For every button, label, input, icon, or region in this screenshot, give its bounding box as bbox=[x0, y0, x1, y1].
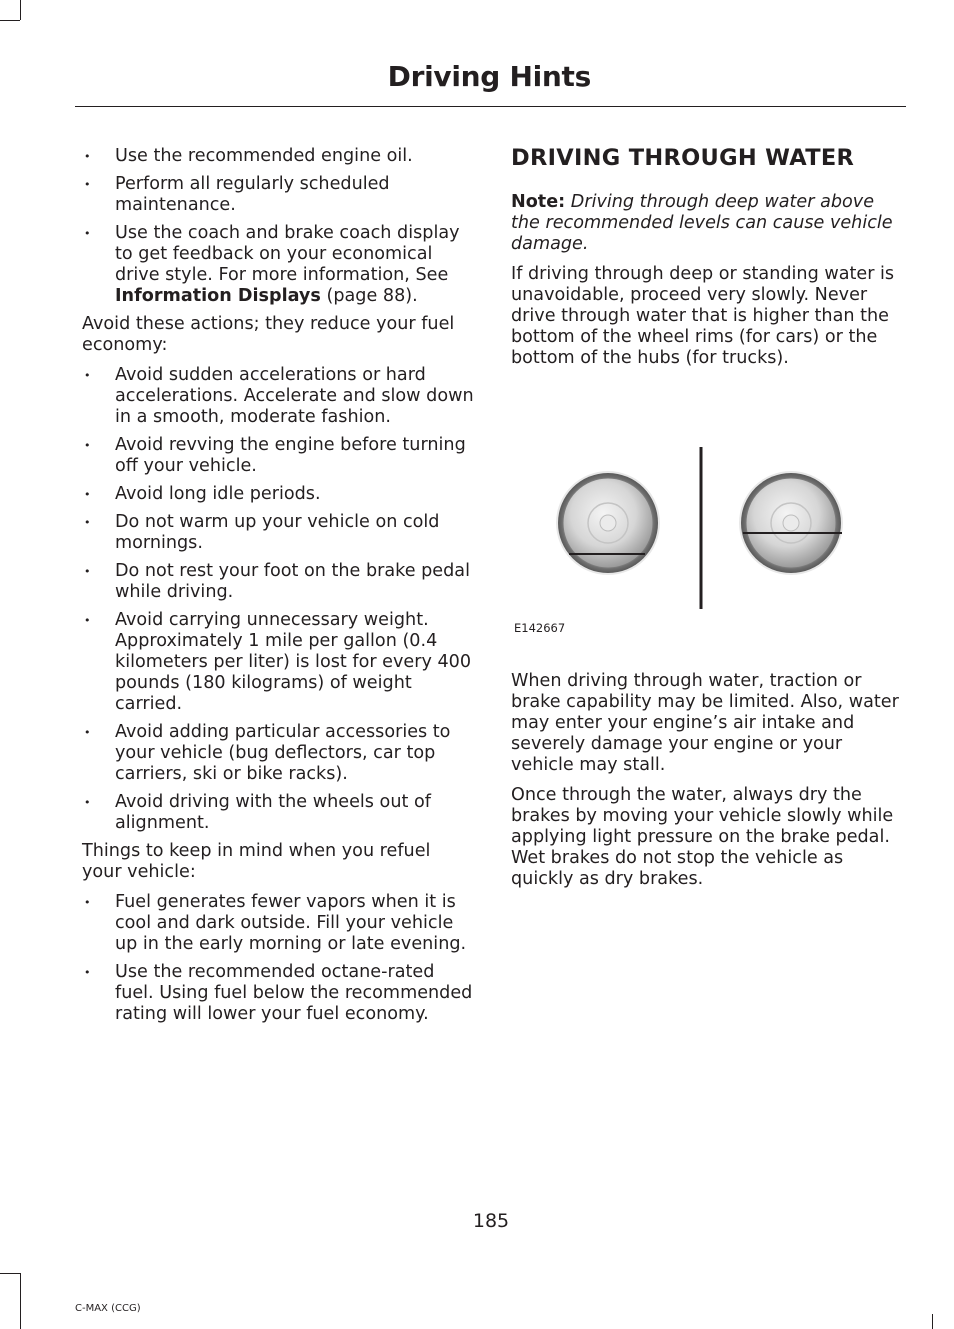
refuel-intro: Things to keep in mind when you refuel your vehicle: bbox=[82, 841, 431, 882]
paragraph: Once through the water, always dry the brakes by moving your vehicle slowly while applying light pressure on the brake pedal. Wet brakes do not stop the vehicle as quickly as dry brakes. bbox=[511, 785, 894, 889]
section-heading: DRIVING THROUGH WATER bbox=[511, 145, 855, 171]
list-item: • Do not rest your foot on the brake pedal while driving. bbox=[82, 561, 474, 603]
refuel-list bbox=[82, 892, 474, 1025]
crop-mark bbox=[20, 1273, 21, 1329]
page-number: 185 bbox=[472, 1210, 510, 1232]
truck-wheel-icon bbox=[739, 471, 843, 575]
avoid-intro: Avoid these actions; they reduce your fuel economy: bbox=[82, 314, 455, 355]
car-wheel-icon bbox=[556, 471, 660, 575]
list-item: • Avoid carrying unnecessary weight. Approximately 1 mile per gallon (0.4 kilometers per liter) is lost for every 400 pounds (180 kilograms) of weight carried. bbox=[82, 610, 474, 715]
list-item: • Use the recommended octane-rated fuel. Using fuel below the recommended rating will lower your fuel economy. bbox=[82, 962, 474, 1025]
list-item: • Perform all regularly scheduled maintenance. bbox=[82, 174, 474, 216]
model-code: C-MAX (CCG) bbox=[75, 1303, 141, 1314]
maintenance-list bbox=[82, 146, 474, 307]
crop-mark bbox=[932, 1314, 933, 1329]
page-title: Driving Hints bbox=[387, 60, 591, 93]
crop-mark bbox=[0, 1273, 20, 1274]
list-item: • Use the recommended engine oil. bbox=[82, 146, 474, 167]
note bbox=[511, 192, 905, 255]
paragraph: When driving through water, traction or brake capability may be limited. Also, water may enter your engine’s air intake and severely damage your engine or your vehicle may stall. bbox=[511, 671, 899, 775]
crop-mark bbox=[20, 0, 21, 20]
list-item: • Avoid long idle periods. bbox=[82, 484, 474, 505]
coach-text: Use the coach and brake coach display to get feedback on your economical drive style. For more information, See bbox=[115, 223, 460, 285]
note-text: Driving through deep water above the recommended levels can cause vehicle damage. bbox=[511, 192, 893, 254]
list-item: • Fuel generates fewer vapors when it is cool and dark outside. Fill your vehicle up in the early morning or late evening. bbox=[82, 892, 474, 955]
page-reference: (page 88). bbox=[320, 286, 418, 306]
wheel-water-level-illustration bbox=[511, 409, 905, 649]
avoid-list bbox=[82, 365, 474, 834]
paragraph: If driving through deep or standing water is unavoidable, proceed very slowly. Never drive through water that is higher than the bottom of the wheel rims (for cars) or the bottom of the hubs (for trucks). bbox=[511, 264, 895, 368]
left-column bbox=[82, 146, 474, 1032]
list-item: • Avoid sudden accelerations or hard accelerations. Accelerate and slow down in a smooth, moderate fashion. bbox=[82, 365, 474, 428]
title-rule bbox=[75, 106, 906, 107]
water-level-figure bbox=[511, 409, 905, 649]
list-item: • Avoid revving the engine before turning off your vehicle. bbox=[82, 435, 474, 477]
list-item: • Avoid adding particular accessories to your vehicle (bug deflectors, car top carriers, ski or bike racks). bbox=[82, 722, 474, 785]
figure-code: E142667 bbox=[514, 621, 566, 635]
crop-mark bbox=[0, 20, 20, 21]
list-item bbox=[82, 223, 474, 307]
list-item: • Do not warm up your vehicle on cold mornings. bbox=[82, 512, 474, 554]
note-label: Note: bbox=[511, 192, 566, 212]
list-item: • Avoid driving with the wheels out of alignment. bbox=[82, 792, 474, 834]
right-column bbox=[511, 146, 905, 899]
information-displays-link[interactable]: Information Displays bbox=[115, 286, 321, 306]
